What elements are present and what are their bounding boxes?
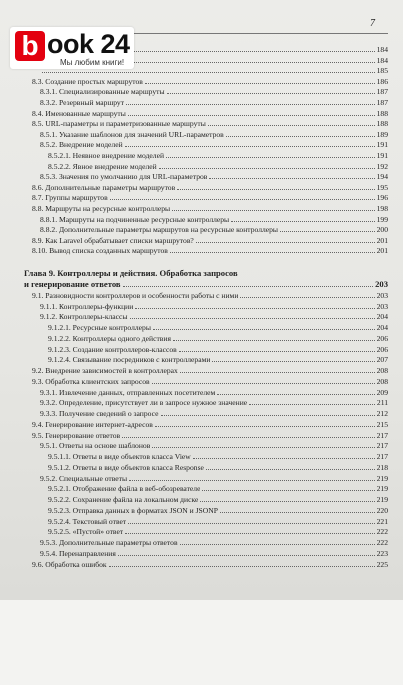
toc-entry [24,559,388,570]
toc-leader-dots [110,192,375,200]
toc-entry [24,483,388,494]
toc-leader-dots [196,235,375,243]
toc-entry-page: 192 [376,161,388,171]
toc-entry [24,430,388,441]
toc-entry [24,354,388,365]
toc-entry-title: 8.7. Группы маршрутов [32,193,108,203]
toc-entry-title: 8.5.2. Внедрение моделей [40,140,123,150]
toc-entry-page: 189 [376,129,388,139]
toc-entry-page: 215 [376,419,388,429]
toc-entry-title: 9.4. Генерирование интернет-адресов [32,419,153,429]
toc-entry-title: 9.1.2.4. Связывание посредников с контроллерами [48,355,211,365]
toc-leader-dots [122,430,374,438]
toc-entry [24,387,388,398]
toc-entry-page: 199 [376,214,388,224]
toc-leader-dots [217,387,374,395]
toc-entry [24,97,388,108]
toc-entry-page: 204 [376,312,388,322]
toc-entry [24,86,388,97]
toc-entry-title: 9.6. Обработка ошибок [32,559,107,569]
toc-leader-dots [125,526,374,534]
toc-entry-title: 9.5.2.5. «Пустой» ответ [48,527,124,537]
toc-leader-dots [109,559,375,567]
toc-leader-dots [226,129,375,137]
toc-leader-dots [152,440,374,448]
toc-entry [24,150,388,161]
toc-entry-title: 9.2. Внедрение зависимостей в контроллерах [32,366,178,375]
toc-leader-dots [208,118,375,126]
toc-leader-dots [177,182,374,190]
toc-entry-page: 221 [376,516,388,526]
toc-entry-page: 201 [376,235,388,245]
toc-entry-title: 8.3. Создание простых маршрутов [32,76,143,86]
toc-leader-dots [128,108,375,116]
toc-entry-title: 8.8. Маршруты на ресурсные контроллеры [32,204,171,213]
toc-leader-dots [249,397,375,405]
toc-entry-title: 8.3.2. Резервный маршрут [40,98,125,107]
toc-leader-dots [172,203,374,211]
toc-entry-title: 9.3. Обработка клиентских запросов [32,376,150,386]
toc-leader-dots [280,224,375,232]
toc-leader-dots [145,76,375,84]
chapter-9-heading [24,268,384,279]
toc-entry-title: 9.5.2.3. Отправка данных в форматах JSON и JSONP [48,505,218,515]
toc-entry [24,245,388,256]
toc-entry-page: 222 [376,538,388,547]
toc-entry [24,311,388,322]
toc-entry-title: 9.5.2.2. Сохранение файла на локальном диске [48,495,199,504]
toc-leader-dots [209,171,374,179]
toc-entry-title: 8.5.3. Значения по умолчанию для URL-параметров [40,172,208,182]
toc-leader-dots [206,462,375,470]
toc-entry-title: 9.5.3. Дополнительные параметры ответов [40,538,178,547]
toc-entry-page: 186 [376,76,388,86]
toc-entry [24,203,388,214]
toc-leader-dots [125,139,375,147]
toc-entry-title: 8.8.1. Маршруты на подчиненные ресурсные контроллеры [40,214,230,224]
toc-entry-page: 201 [376,246,388,256]
toc-entry [24,376,388,387]
toc-entry [24,365,388,376]
toc-entry-page: 191 [376,151,388,160]
toc-entry-title: 8.6. Дополнительные параметры маршрутов [32,182,176,192]
toc-entry-page: 207 [376,355,388,365]
toc-leader-dots [193,451,375,459]
toc-entry [24,290,388,301]
toc-entry-title: 8.5.1. Указание шаблонов для значений URL-параметров [40,129,224,139]
toc-entry [24,451,388,462]
toc-leader-dots [161,408,375,416]
toc-entry-title: 9.1.2. Контроллеры-классы [40,312,128,322]
toc-entry-title: 8.8.2. Дополнительные параметры маршрутов на ресурсные контроллеры [40,225,279,235]
toc-entry-page: 204 [376,323,388,332]
toc-leader-dots [129,473,375,481]
toc-entry-page: 203 [376,301,388,311]
toc-entry-title: 8.10. Вывод списка созданных маршрутов [32,246,168,256]
toc-entry-page: 220 [376,505,388,515]
toc-entry-page: 203 [375,279,388,289]
toc-entry-page: 206 [376,333,388,343]
toc-entry-title: 9.5.2. Специальные ответы [40,473,128,483]
toc-leader-dots [231,214,374,222]
toc-entry [24,344,388,355]
page-number: 7 [370,18,375,29]
toc-entry-page: 217 [376,430,388,440]
toc-entry-page: 188 [376,108,388,118]
toc-leader-dots [240,290,374,298]
toc-entry-page: 218 [376,462,388,472]
toc-entry [24,192,388,203]
toc-entry-page: 209 [376,387,388,397]
toc-entry [24,118,388,129]
toc-entry-title: 9.3.2. Определение, присутствует ли в запросе нужное значение [40,398,248,408]
toc-leader-dots [123,279,374,287]
toc-entry [24,419,388,430]
toc-entry-title: 9.5.4. Перенаправления [40,548,116,558]
toc-leader-dots [170,245,375,253]
toc-leader-dots [159,161,375,169]
toc-entry [24,301,388,312]
toc-entry-title: 8.3.1. Специализированные маршруты [40,87,165,97]
toc-entry [24,473,388,484]
toc-leader-dots [153,322,375,330]
toc-leader-dots [166,150,375,158]
toc-entry-page: 206 [376,344,388,354]
toc-entry-page: 188 [376,119,388,129]
toc-entry-page: 184 [376,45,388,54]
toc-entry-page: 184 [376,55,388,65]
chapter-title-line-1: Глава 9. Контроллеры и действия. Обработка запросов [24,268,238,278]
toc-entry [24,537,388,548]
toc-entry-title: 9.5. Генерирование ответов [32,430,121,440]
toc-entry [24,182,388,193]
toc-leader-dots [152,376,375,384]
toc-entry-page: 196 [376,193,388,203]
toc-entry [24,397,388,408]
toc-entry [24,139,388,150]
toc-entry-title: 8.5.2.2. Явное внедрение моделей [48,161,157,171]
toc-entry-title: 9.1.2.2. Контроллеры одного действия [48,333,171,343]
toc-entry-page: 217 [376,452,388,461]
logo-tagline: Мы любим книги! [60,58,125,67]
toc-entry-title: 8.5. URL-параметры и параметризованные маршруты [32,119,206,129]
toc-entry [24,108,388,119]
toc-entry-page: 203 [376,290,388,300]
toc-entry-page: 208 [376,366,388,375]
toc-entry-page: 223 [376,548,388,558]
toc-entry-page: 225 [376,559,388,569]
toc-entry-page: 219 [376,484,388,494]
toc-entry [24,516,388,527]
toc-entry [24,322,388,333]
toc-entry-title: 9.5.1. Ответы на основе шаблонов [40,441,151,451]
toc-entry [24,505,388,516]
toc-leader-dots [179,344,375,352]
toc-entry [24,129,388,140]
toc-entry-page: 219 [376,473,388,483]
toc-entry-title: 9.1.1. Контроллеры-функции [40,301,134,311]
toc-entry-title: 9.1.2.1. Ресурсные контроллеры [48,323,151,332]
toc-entry [24,214,388,225]
toc-entry-page: 222 [376,527,388,537]
toc-entry-page: 198 [376,204,388,213]
toc-entry [24,333,388,344]
toc-entry-page: 211 [376,398,388,408]
toc-leader-dots [130,311,375,319]
toc-leader-dots [212,354,374,362]
toc-leader-dots [202,483,374,491]
book24-logo [10,27,134,69]
toc-leader-dots [200,494,374,502]
logo-mark: b [15,31,45,61]
toc-entry-title: 8.5.2.1. Неявное внедрение моделей [48,151,165,160]
toc-entry [24,440,388,451]
toc-entry [24,494,388,505]
toc-entry-title: 9.1.2.3. Создание контроллеров-классов [48,344,177,354]
toc-entry-page: 208 [376,376,388,386]
toc-entry [24,462,388,473]
toc-entry-title: 9.5.1.1. Ответы в виде объектов класса View [48,452,191,461]
toc-entry [24,76,388,87]
toc-entry-page: 187 [376,87,388,97]
logo-name: ook 24 [47,29,130,59]
toc-leader-dots [135,301,374,309]
toc-entry-page: 185 [376,66,388,76]
toc-entry [24,161,388,172]
toc-entry [24,408,388,419]
toc-entry-title: 9.5.1.2. Ответы в виде объектов класса Response [48,462,204,472]
toc-entry-page: 217 [376,441,388,451]
toc-leader-dots [180,537,375,545]
toc-leader-dots [220,505,375,513]
toc-leader-dots [155,419,375,427]
toc-entry-page: 200 [376,225,388,235]
toc-entry [24,235,388,246]
toc-entry-title: 9.3.1. Извлечение данных, отправленных посетителем [40,387,216,397]
toc-entry-title: 8.4. Именованные маршруты [32,108,126,118]
toc-entry-page: 195 [376,182,388,192]
toc-entry [24,171,388,182]
toc-entry-title: 9.5.2.4. Текстовый ответ [48,516,127,526]
chapter-title-line-2: и генерирование ответов [24,279,121,289]
toc-leader-dots [126,97,375,105]
toc-entry [24,526,388,537]
toc-leader-dots [118,548,375,556]
toc-entry-page: 187 [376,98,388,107]
toc-entry [24,279,388,290]
toc-leader-dots [173,333,375,341]
toc-entry-page: 191 [376,140,388,150]
toc-entry-page: 219 [376,495,388,504]
toc-leader-dots [128,516,374,524]
toc-entry-title: 8.9. Как Laravel обрабатывает списки маршрутов? [32,235,194,245]
toc-entry [24,224,388,235]
toc-entry-title: 9.5.2.1. Отображение файла в веб-обозревателе [48,484,201,494]
toc-leader-dots [180,365,375,373]
toc-leader-dots [167,86,375,94]
toc-entry-page: 194 [376,172,388,182]
toc-entry [24,548,388,559]
toc-entry-title: 9.1. Разновидности контроллеров и особенности работы с ними [32,290,239,300]
toc-entry-page: 212 [376,409,388,418]
toc-entry-title: 9.3.3. Получение сведений о запросе [40,409,159,418]
